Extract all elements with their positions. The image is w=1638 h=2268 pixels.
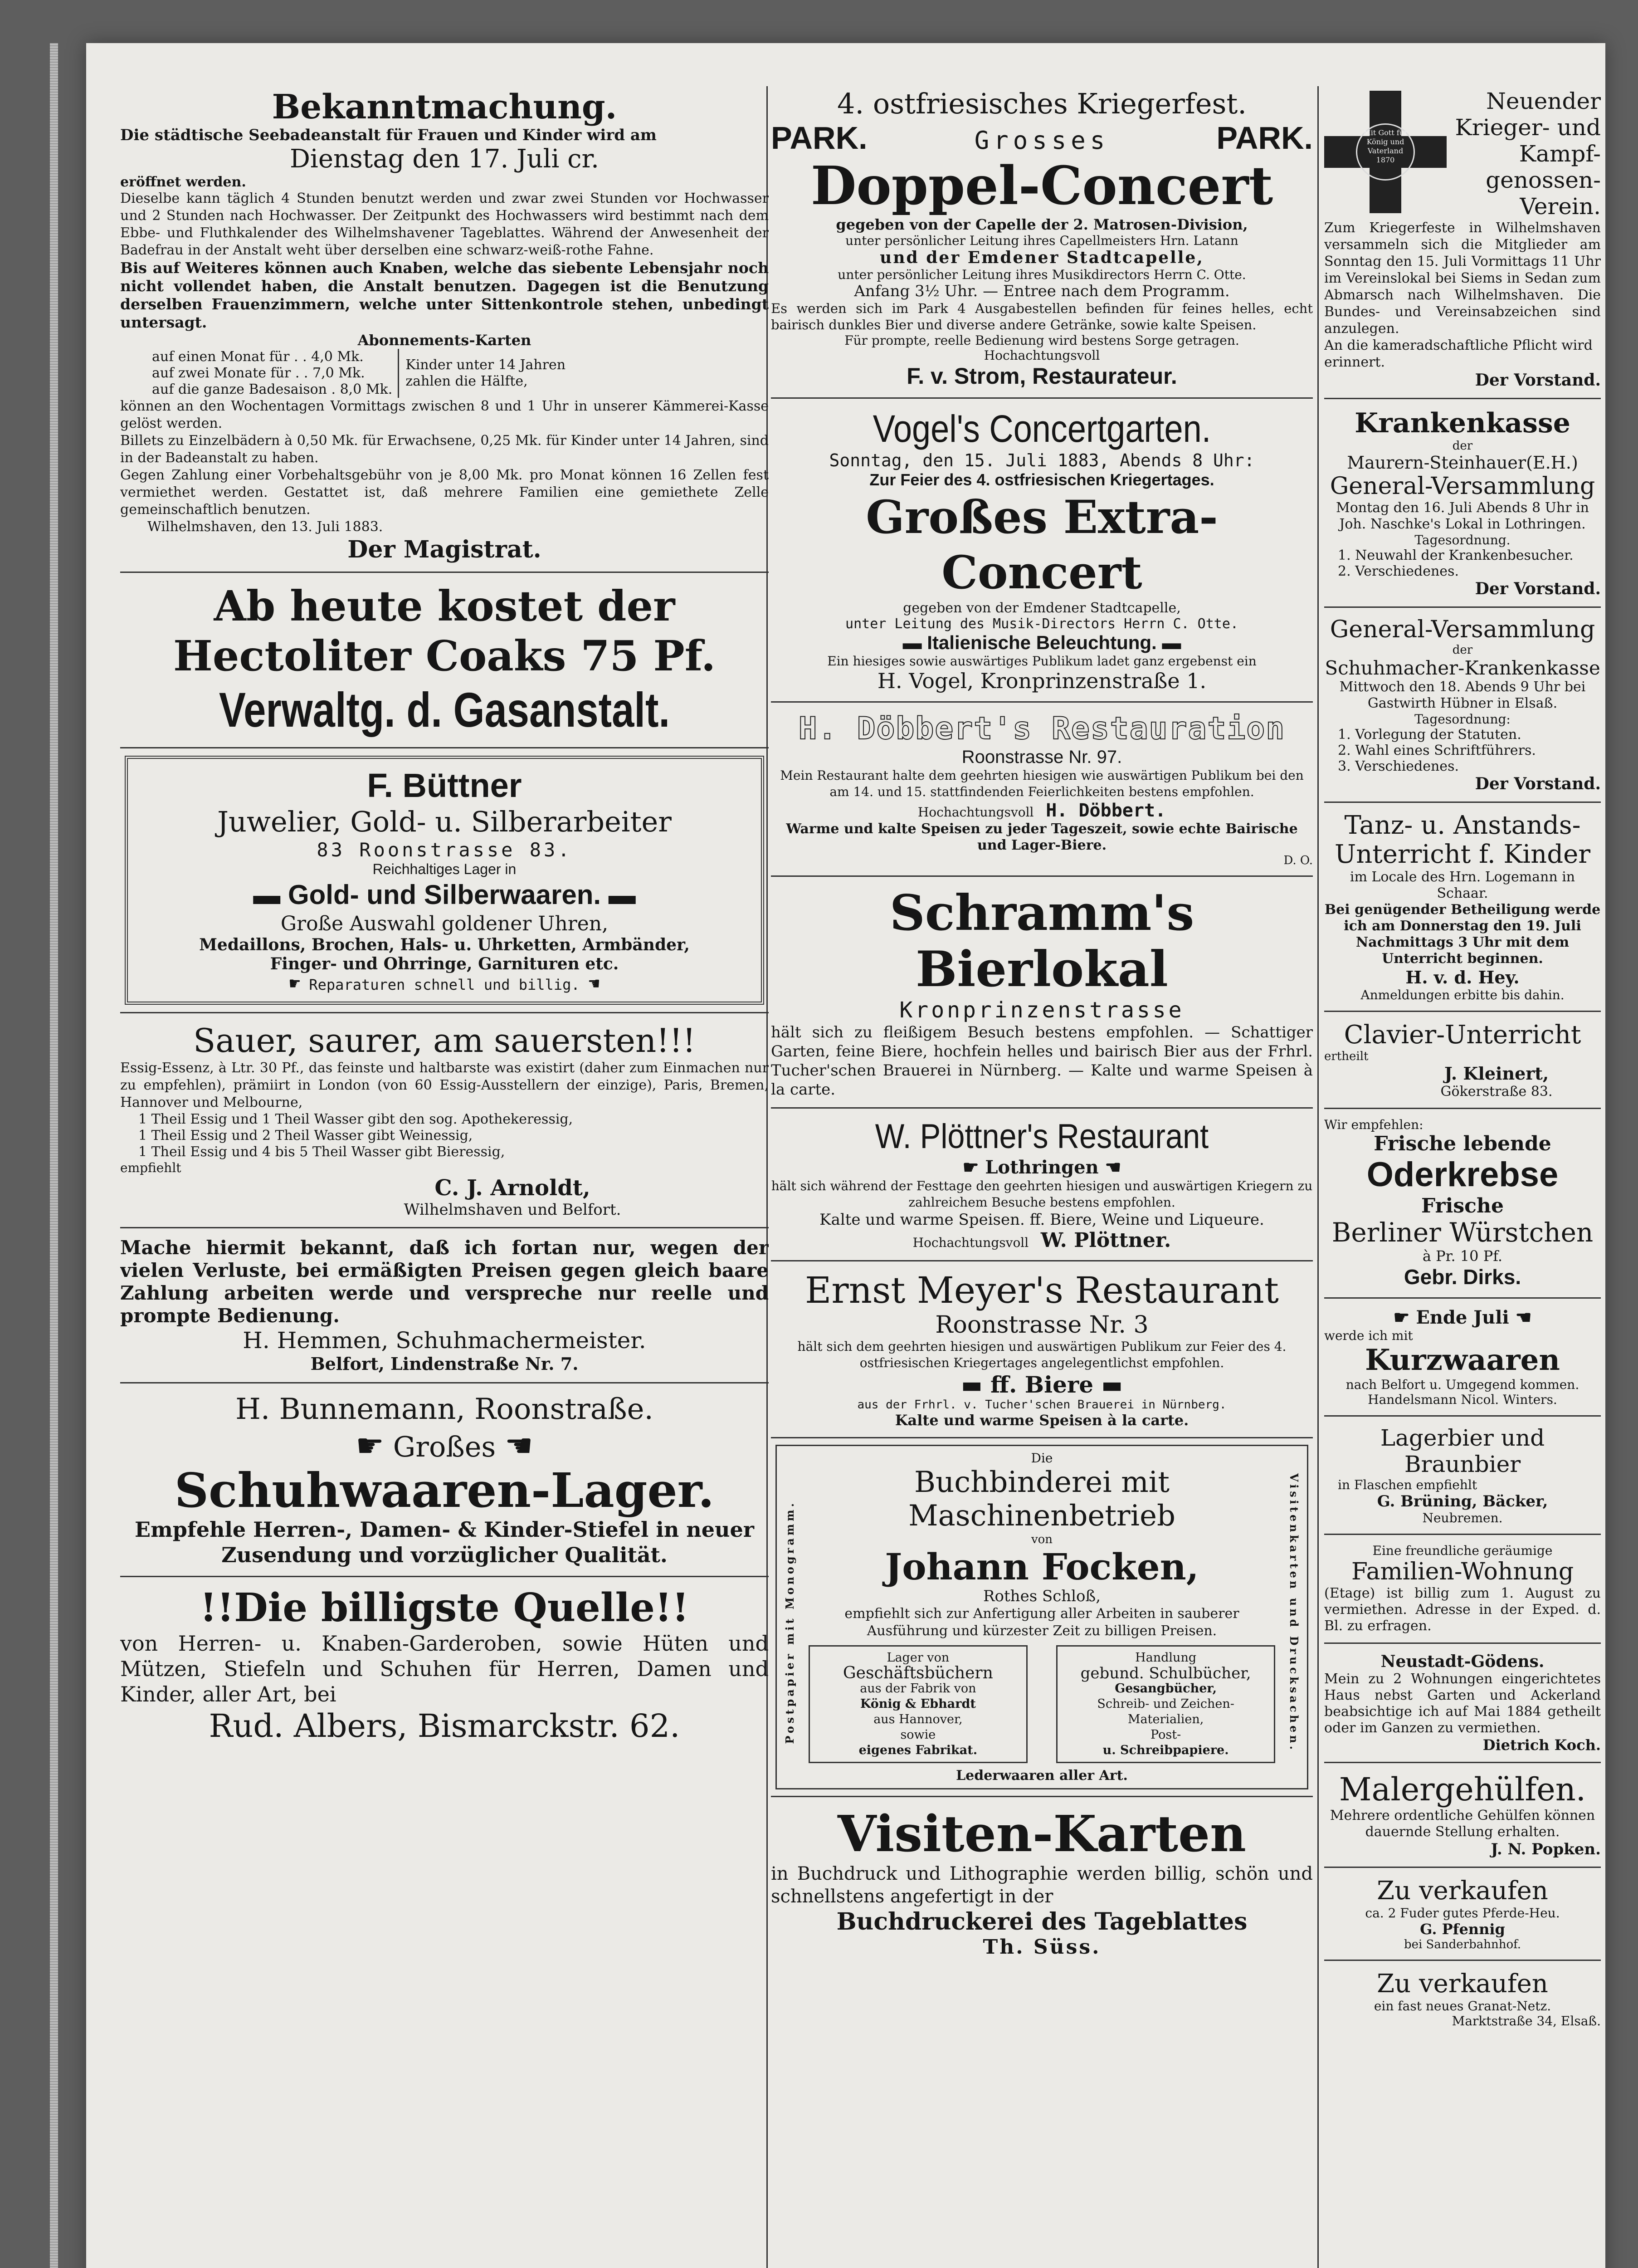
- binding-edge: [50, 43, 58, 2268]
- gv2-tagesordnung: Tagesordnung:: [1414, 712, 1511, 727]
- abo-table: [152, 349, 769, 398]
- fo-box-line: König & Ebhardt: [860, 1697, 976, 1711]
- tz-anmeldung: Anmeldungen erbitte bis dahin.: [1360, 987, 1565, 1002]
- tz-text: im Locale des Hrn. Logemann in Schaar.: [1350, 869, 1575, 901]
- fo-box-line: Handlung: [1135, 1651, 1197, 1665]
- kk-item: 1. Neuwahl der Krankenbesucher.: [1338, 547, 1574, 563]
- fo-box-line: Materialien,: [1127, 1712, 1204, 1726]
- ad-bruening: [1324, 1423, 1601, 1527]
- zv2-title: Zu verkaufen: [1377, 1969, 1548, 1999]
- fo-vertical-left: Postpapier mit Monogramm.: [783, 1501, 796, 1744]
- lb-signature: G. Brüning, Bäcker,: [1377, 1492, 1548, 1510]
- mg-text: Mehrere ordentliche Gehülfen können dauernde Stellung erhalten.: [1330, 1808, 1595, 1840]
- fo-box-line: gebund. Schulbücher,: [1080, 1664, 1251, 1682]
- zv1-text: ca. 2 Fuder gutes Pferde-Heu.: [1365, 1906, 1560, 1921]
- lb-place: Neubremen.: [1422, 1510, 1503, 1525]
- kw-head: ☛ Ende Juli ☚: [1393, 1307, 1532, 1328]
- ok-frisch: Frische lebende: [1374, 1132, 1551, 1155]
- bu-gold: ▬ Gold- und Silberwaaren. ▬: [253, 880, 636, 910]
- bek-date: Dienstag den 17. Juli cr.: [290, 144, 599, 174]
- kf-title: 4. ostfriesisches Kriegerfest.: [837, 87, 1247, 120]
- dc-title: Doppel-Concert: [810, 155, 1273, 217]
- ad-kurzwaaren: [1324, 1305, 1601, 1409]
- kw-signature: Handelsmann Nicol. Winters.: [1368, 1392, 1557, 1407]
- ad-clavier: [1324, 1018, 1601, 1101]
- gv2-title: General-Versammlung: [1330, 616, 1595, 643]
- vg-line: Ein hiesiges sowie auswärtiges Publikum ladet ganz ergebenst ein: [827, 654, 1257, 669]
- ad-tanzunterricht: [1324, 809, 1601, 1004]
- fo-box-line: eigenes Fabrikat.: [858, 1743, 978, 1757]
- hem-signature: H. Hemmen, Schuhmachermeister.: [243, 1327, 646, 1354]
- gv2-text: Mittwoch den 18. Abends 9 Uhr bei Gastwirth Hübner in Elsaß.: [1339, 679, 1586, 711]
- lb-text: in Flaschen empfiehlt: [1338, 1477, 1477, 1492]
- sauer-signature: C. J. Arnoldt,: [434, 1175, 590, 1201]
- bu-items: Finger- und Ohrringe, Garnituren etc.: [270, 954, 619, 973]
- bek-intro: Die städtische Seebadeanstalt für Frauen und Kinder wird am: [120, 126, 657, 144]
- ad-meyer: [771, 1268, 1313, 1431]
- bek-paragraph: Gegen Zahlung einer Vorbehaltsgebühr von je 8,00 Mk. pro Monat können 16 Zellen fest vermiethet werden. Gestattet ist, daß mehrere Familien eine gemiethete Zelle gemeinschaftlich benutzen.: [120, 467, 769, 518]
- column-rule: [1317, 86, 1319, 2268]
- park-left: PARK.: [771, 120, 868, 156]
- kv-text: Zum Kriegerfeste in Wilhelmshaven versammeln sich die Mitglieder am Sonntag den 15. Juli Vormittags 11 Uhr im Vereinslokal bei Siems in Sedan zum Abmarsch nach Wilhelmshaven. Die Bundes- und Vereinsabzeichen sind anzulegen.: [1324, 220, 1601, 337]
- fo-box-line: Schreib- und Zeichen-: [1097, 1697, 1234, 1711]
- cl-ertheilt: ertheilt: [1324, 1050, 1369, 1063]
- em-address: Roonstrasse Nr. 3: [935, 1311, 1149, 1339]
- ad-dirks: [1324, 1115, 1601, 1291]
- kk-signature: Der Vorstand.: [1475, 579, 1601, 598]
- ng-text: Mein zu 2 Wohnungen eingerichtetes Haus nebst Garten und Ackerland beabsichtige ich auf Mai 1884 getheilt oder im Ganzen zu vermiethen.: [1324, 1671, 1601, 1736]
- fw-title: Familien-Wohnung: [1351, 1558, 1574, 1585]
- em-brau: aus der Frhrl. v. Tucher'schen Brauerei in Nürnberg.: [857, 1398, 1227, 1412]
- ad-neustadt-goedens: [1324, 1650, 1601, 1755]
- ad-visitenkarten: [771, 1804, 1313, 1960]
- sauer-row: 1 Theil Essig und 2 Theil Wasser gibt Weinessig,: [138, 1128, 473, 1144]
- sch-title: Schramm's Bierlokal: [889, 885, 1194, 998]
- column-middle: [771, 86, 1313, 2268]
- pointing-hand-icon: ☚: [588, 973, 600, 994]
- ad-gasanstalt: [120, 579, 769, 741]
- pointing-hand-icon: ☚: [1105, 1157, 1121, 1178]
- ok-intro: Wir empfehlen:: [1324, 1117, 1424, 1132]
- ad-vogel: [771, 405, 1313, 695]
- alb-title: !!Die billigste Quelle!!: [200, 1585, 689, 1631]
- fo-box-line: Lager von: [887, 1651, 950, 1665]
- db-hoch: Hochachtungsvoll H. Döbbert.: [917, 800, 1166, 821]
- dc-line: gegeben von der Capelle der 2. Matrosen-Division,: [836, 216, 1248, 233]
- ok-frische: Frische: [1421, 1194, 1504, 1217]
- fo-location: Rothes Schloß,: [983, 1587, 1101, 1605]
- bek-place-date: Wilhelmshaven, den 13. Juli 1883.: [147, 519, 383, 535]
- dc-line: Hochachtungsvoll: [984, 348, 1100, 363]
- vg-big: Großes Extra-Concert: [866, 490, 1218, 599]
- gv2-der: der: [1452, 643, 1473, 657]
- tz-signature: H. v. d. Hey.: [1405, 967, 1520, 987]
- pl-location: ☛ Lothringen ☚: [962, 1157, 1121, 1178]
- vg-line: gegeben von der Emdener Stadtcapelle,: [903, 600, 1181, 616]
- fo-box-line: aus Hannover,: [873, 1712, 963, 1726]
- gv2-item: 2. Wahl eines Schriftführers.: [1338, 743, 1536, 758]
- sauer-row: 1 Theil Essig und 4 bis 5 Theil Wasser gibt Bieressig,: [138, 1144, 505, 1160]
- fo-box-right: [1056, 1645, 1275, 1763]
- abo-title: Abonnements-Karten: [357, 332, 531, 349]
- fo-die: Die: [1031, 1451, 1053, 1466]
- dc-line: Anfang 3½ Uhr. — Entree nach dem Programm.: [854, 282, 1230, 300]
- fo-title: Buchbinderei mit Maschinenbetrieb: [908, 1466, 1175, 1533]
- sauer-row: 1 Theil Essig und 1 Theil Wasser gibt den sog. Apothekeressig,: [138, 1111, 573, 1127]
- dc-line: und der Emdener Stadtcapelle,: [880, 248, 1204, 267]
- kk-item: 2. Verschiedenes.: [1338, 563, 1459, 579]
- gv2-signature: Der Vorstand.: [1475, 774, 1601, 793]
- fo-text: empfiehlt sich zur Anfertigung aller Arbeiten in sauberer Ausführung und kürzester Zeit zu billigen Preisen.: [844, 1606, 1239, 1639]
- gv2-item: 3. Verschiedenes.: [1338, 758, 1459, 774]
- fo-vertical-right: Visitenkarten und Drucksachen.: [1287, 1473, 1301, 1753]
- bu-reparatur: ☛ Reparaturen schnell und billig. ☚: [289, 973, 600, 994]
- vk-text: in Buchdruck und Lithographie werden billig, schön und schnellstens angefertigt in der: [771, 1863, 1313, 1907]
- ad-bunnemann: [120, 1390, 769, 1569]
- iron-cross-icon: [1324, 91, 1447, 213]
- zv2-text: ein fast neues Granat-Netz.: [1374, 1999, 1551, 2014]
- ad-krankenkasse: [1324, 406, 1601, 600]
- ad-albers: [120, 1584, 769, 1747]
- bek-title: Bekanntmachung.: [272, 88, 617, 127]
- pl-hoch: Hochachtungsvoll W. Plöttner.: [912, 1229, 1171, 1252]
- fo-box-line: sowie: [900, 1728, 936, 1742]
- db-initials: D. O.: [1283, 854, 1313, 867]
- gas-line-1: Ab heute kostet der: [214, 582, 675, 631]
- em-title: Ernst Meyer's Restaurant: [805, 1269, 1279, 1311]
- ad-malergehuelfen: [1324, 1769, 1601, 1860]
- mg-signature: J. N. Popken.: [1491, 1840, 1601, 1858]
- pl-text: hält sich während der Festtage den geehrten hiesigen und auswärtigen Kriegern zu zahlreichem Besuche bestens empfohlen.: [771, 1178, 1313, 1210]
- bu-lager: Reichhaltiges Lager in: [372, 861, 517, 877]
- ad-focken: [775, 1445, 1308, 1789]
- ok-signature: Gebr. Dirks.: [1404, 1265, 1521, 1289]
- hem-text: Mache hiermit bekannt, daß ich fortan nur, wegen der vielen Verluste, bei ermäßigten Preisen gegen gleich baare Zahlung arbeiten werde und verspreche nur reelle und prompte Bedienung.: [120, 1237, 769, 1327]
- pointing-hand-icon: ☛: [1393, 1307, 1410, 1328]
- fo-box-line: aus der Fabrik von: [860, 1681, 976, 1696]
- bek-signature: Der Magistrat.: [347, 536, 541, 563]
- lb-title: Lagerbier und Braunbier: [1380, 1425, 1545, 1477]
- kv-signature: Der Vorstand.: [1475, 371, 1601, 390]
- kk-sub: Maurern-Steinhauer(E.H.): [1347, 453, 1578, 473]
- kw-text: werde ich mit: [1324, 1328, 1413, 1343]
- vg-title: Vogel's Concertgarten.: [873, 407, 1211, 450]
- bun-gross-line: ☛ Großes ☚: [356, 1427, 533, 1464]
- bu-address: 83 Roonstrasse 83.: [317, 839, 572, 861]
- ok-price: à Pr. 10 Pf.: [1422, 1247, 1503, 1265]
- tz-title: Tanz- u. Anstands-Unterricht f. Kinder: [1335, 811, 1590, 869]
- park-middle: Grosses: [974, 126, 1110, 155]
- kv-title: Neuender Krieger- und Kampf-genossen-Verein.: [1455, 88, 1601, 220]
- column-right: [1324, 86, 1601, 2268]
- ad-kriegerverein: [1324, 86, 1601, 391]
- db-text-2: Warme und kalte Speisen zu jeder Tageszeit, sowie echte Bairische und Lager-Biere.: [786, 821, 1298, 853]
- alb-text: von Herren- u. Knaben-Garderoben, sowie Hüten und Mützen, Stiefeln und Schuhen für Herren, Damen und Kinder, aller Art, bei: [120, 1631, 769, 1706]
- kk-der: der: [1452, 439, 1473, 453]
- cl-title: Clavier-Unterricht: [1344, 1020, 1581, 1050]
- gv2-item: 1. Vorlegung der Statuten.: [1338, 727, 1521, 743]
- pointing-hand-icon: ☚: [504, 1427, 533, 1464]
- em-biere: ▬ ff. Biere ▬: [961, 1371, 1123, 1398]
- dc-line: unter persönlicher Leitung ihres Capellmeisters Hrn. Latann: [845, 233, 1238, 248]
- abo-row: auf die ganze Badesaison . 8,0 Mk.: [152, 381, 393, 397]
- ad-buettner: [125, 756, 764, 1005]
- zv1-place: bei Sanderbahnhof.: [1404, 1938, 1521, 1951]
- ok-wurst: Berliner Würstchen: [1331, 1217, 1594, 1248]
- cl-signature: J. Kleinert,: [1444, 1063, 1549, 1084]
- kk-tagesordnung: Tagesordnung.: [1414, 533, 1511, 547]
- zv1-signature: G. Pfennig: [1420, 1921, 1505, 1938]
- fo-leder: Lederwaaren aller Art.: [956, 1768, 1128, 1784]
- bu-name: F. Büttner: [367, 767, 522, 804]
- ad-schuhmacher-kasse: [1324, 614, 1601, 795]
- pointing-hand-icon: ☛: [289, 973, 301, 994]
- vk-print: Buchdruckerei des Tageblattes: [836, 1908, 1248, 1936]
- fo-box-line: Geschäftsbüchern: [843, 1664, 993, 1682]
- db-address: Roonstrasse Nr. 97.: [961, 747, 1122, 767]
- zv1-title: Zu verkaufen: [1377, 1876, 1548, 1906]
- abo-row: auf zwei Monate für . . 7,0 Mk.: [152, 365, 365, 381]
- sch-street: Kronprinzenstrasse: [899, 997, 1185, 1023]
- vg-light: ▬ Italienische Beleuchtung. ▬: [902, 632, 1181, 653]
- ad-hemmen: [120, 1235, 769, 1376]
- fw-intro: Eine freundliche geräumige: [1372, 1543, 1553, 1558]
- ad-arnoldt: [120, 1020, 769, 1221]
- bek-paragraph-bold: Bis auf Weiteres können auch Knaben, welche das siebente Lebensjahr noch nicht vollendet haben, die Anstalt benutzen. Dagegen ist die Benutzung derselben Frauenzimmern, welche unter Sittenkontrole stehen, unbedingt untersagt.: [120, 259, 769, 331]
- bu-trade: Juwelier, Gold- u. Silberarbeiter: [217, 805, 672, 838]
- bek-paragraph: Billets zu Einzelbädern à 0,50 Mk. für Erwachsene, 0,25 Mk. für Kinder unter 14 Jahren, sind in der Badeanstalt zu haben.: [120, 433, 769, 466]
- bek-opened: eröffnet werden.: [120, 174, 246, 190]
- kw-title: Kurzwaaren: [1365, 1343, 1560, 1377]
- mg-title: Malergehülfen.: [1339, 1771, 1586, 1808]
- zv2-address: Marktstraße 34, Elsaß.: [1452, 2014, 1601, 2028]
- ad-familienwohnung: [1324, 1541, 1601, 1636]
- park-right: PARK.: [1216, 120, 1313, 156]
- fo-box-line: Post-: [1150, 1728, 1181, 1742]
- cl-address: Gökerstraße 83.: [1440, 1084, 1553, 1100]
- ng-signature: Dietrich Koch.: [1482, 1736, 1601, 1754]
- pointing-hand-icon: ☚: [1515, 1307, 1532, 1328]
- bek-paragraph: Dieselbe kann täglich 4 Stunden benutzt werden und zwar zwei Stunden vor Hochwasser und 2 Stunden nach Hochwasser. Der Zeitpunkt des Hochwassers wird bestimmt nach dem Ebbe- und Fluthkalender des Wilhelmshavener Tageblattes. Während der Anwesenheit der Badefrau in der Anstalt weht über derselben eine schwarz-weiß-rothe Fahne.: [120, 191, 769, 258]
- vk-signature: Th. Süss.: [983, 1936, 1101, 1959]
- fo-box-line: Gesangbücher,: [1115, 1681, 1217, 1696]
- sauer-title: Sauer, saurer, am sauersten!!!: [193, 1022, 696, 1060]
- bun-lager: Schuhwaaren-Lager.: [174, 1462, 715, 1518]
- pl-line: Kalte und warme Speisen. ff. Biere, Weine und Liqueure.: [819, 1211, 1264, 1229]
- dc-line: Für prompte, reelle Bedienung wird bestens Sorge getragen.: [844, 333, 1239, 348]
- sch-text: hält sich zu fleißigem Besuch bestens empfohlen. — Schattiger Garten, feine Biere, hochfein helles und bairisch Bier aus der Frhrl. Tucher'schen Brauerei in Nürnberg. — Kalte und warme Speisen à la carte.: [771, 1023, 1313, 1099]
- ok-title: Oderkrebse: [1366, 1155, 1559, 1194]
- alb-signature: Rud. Albers, Bismarckstr. 62.: [209, 1707, 680, 1745]
- kw-text-2: nach Belfort u. Umgegend kommen.: [1346, 1377, 1580, 1392]
- kv-text-2: An die kameradschaftliche Pflicht wird erinnert.: [1324, 337, 1593, 370]
- gas-line-3: Verwaltg. d. Gasanstalt.: [219, 682, 670, 737]
- ad-doebbert: [771, 709, 1313, 869]
- vg-date: Sonntag, den 15. Juli 1883, Abends 8 Uhr:: [829, 450, 1255, 470]
- vg-sub: Zur Feier des 4. ostfriesischen Kriegertages.: [869, 470, 1214, 489]
- bu-uhren: Große Auswahl goldener Uhren,: [280, 912, 609, 935]
- bun-text: Empfehle Herren-, Damen- & Kinder-Stiefel in neuer Zusendung und vorzüglicher Qualität.: [135, 1517, 754, 1567]
- em-speisen: Kalte und warme Speisen à la carte.: [895, 1412, 1189, 1429]
- dc-line: unter persönlicher Leitung ihres Musikdirectors Herrn C. Otte.: [838, 267, 1246, 282]
- vg-line: unter Leitung des Musik-Directors Herrn C. Otte.: [845, 616, 1238, 632]
- tz-text-2: Bei genügender Betheiligung werde ich am Donnerstag den 19. Juli Nachmittags 3 Uhr mit dem Unterricht beginnen.: [1324, 902, 1601, 967]
- gas-line-2: Hectoliter Coaks 75 Pf.: [173, 631, 716, 680]
- gv2-sub: Schuhmacher-Krankenkasse: [1325, 657, 1600, 679]
- fo-box-left: [809, 1645, 1028, 1763]
- pl-title: W. Plöttner's Restaurant: [875, 1117, 1209, 1156]
- sauer-empfiehlt: empfiehlt: [120, 1160, 181, 1175]
- db-title: H. Döbbert's Restauration: [798, 711, 1286, 747]
- bek-paragraph: können an den Wochentagen Vormittags zwischen 8 und 1 Uhr in unserer Kämmerei-Kasse gelöst werden.: [120, 398, 769, 431]
- ad-verkaufen-2: [1324, 1967, 1601, 2030]
- kk-text: Montag den 16. Juli Abends 8 Uhr in Joh. Naschke's Lokal in Lothringen.: [1336, 500, 1589, 532]
- fw-text: (Etage) ist billig zum 1. August zu vermiethen. Adresse in der Exped. d. Bl. zu erfragen.: [1324, 1585, 1601, 1634]
- abo-note: Kinder unter 14 Jahren zahlen die Hälfte,: [405, 357, 566, 389]
- ad-bekanntmachung: [120, 86, 769, 565]
- db-text: Mein Restaurant halte dem geehrten hiesigen wie auswärtigen Publikum bei den am 14. und 15. stattfindenden Feierlichkeiten bestens empfohlen.: [780, 768, 1304, 799]
- sauer-text: Essig-Essenz, à Ltr. 30 Pf., das feinste und haltbarste was existirt (daher zum Einmachen nur zu empfehlen), prämiirt in London (von 60 Essig-Ausstellern der einzige), Paris, Bremen, Hannover und Melbourne,: [120, 1060, 769, 1110]
- ad-ploettner: [771, 1115, 1313, 1254]
- em-text: hält sich dem geehrten hiesigen und auswärtigen Publikum zur Feier des 4. ostfriesischen Kriegertages angelegentlichst empfohlen.: [797, 1339, 1287, 1370]
- bu-items: Medaillons, Brochen, Hals- u. Uhrketten, Armbänder,: [199, 935, 690, 954]
- fo-name: Johann Focken,: [885, 1545, 1199, 1588]
- sauer-place: Wilhelmshaven und Belfort.: [404, 1201, 621, 1219]
- column-left: [120, 86, 769, 2268]
- hem-address: Belfort, Lindenstraße Nr. 7.: [310, 1354, 579, 1374]
- vk-title: Visiten-Karten: [838, 1804, 1246, 1863]
- vg-signature: H. Vogel, Kronprinzenstraße 1.: [877, 669, 1207, 693]
- fo-box-line: u. Schreibpapiere.: [1102, 1743, 1229, 1757]
- dc-text: Es werden sich im Park 4 Ausgabestellen befinden für feines helles, echt bairisch dunkles Bier und diverse andere Getränke, sowie kalte Speisen.: [771, 301, 1313, 332]
- dc-signature: F. v. Strom, Restaurateur.: [907, 363, 1177, 389]
- pointing-hand-icon: ☛: [962, 1157, 979, 1178]
- fo-von: von: [1031, 1533, 1053, 1546]
- ng-title: Neustadt-Gödens.: [1380, 1652, 1545, 1671]
- bun-name: H. Bunnemann, Roonstraße.: [235, 1393, 653, 1426]
- kk-title: Krankenkasse: [1355, 407, 1570, 439]
- kk-gv: General-Versammlung: [1330, 473, 1595, 500]
- pointing-hand-icon: ☛: [356, 1427, 385, 1464]
- ad-verkaufen-1: [1324, 1874, 1601, 1953]
- abo-row: auf einen Monat für . . 4,0 Mk.: [152, 349, 364, 365]
- ad-park-doppel-concert: [771, 86, 1313, 391]
- ad-schramm: [771, 883, 1313, 1101]
- cross-inscription: Mit Gott für König und Vaterland 1870: [1356, 123, 1415, 181]
